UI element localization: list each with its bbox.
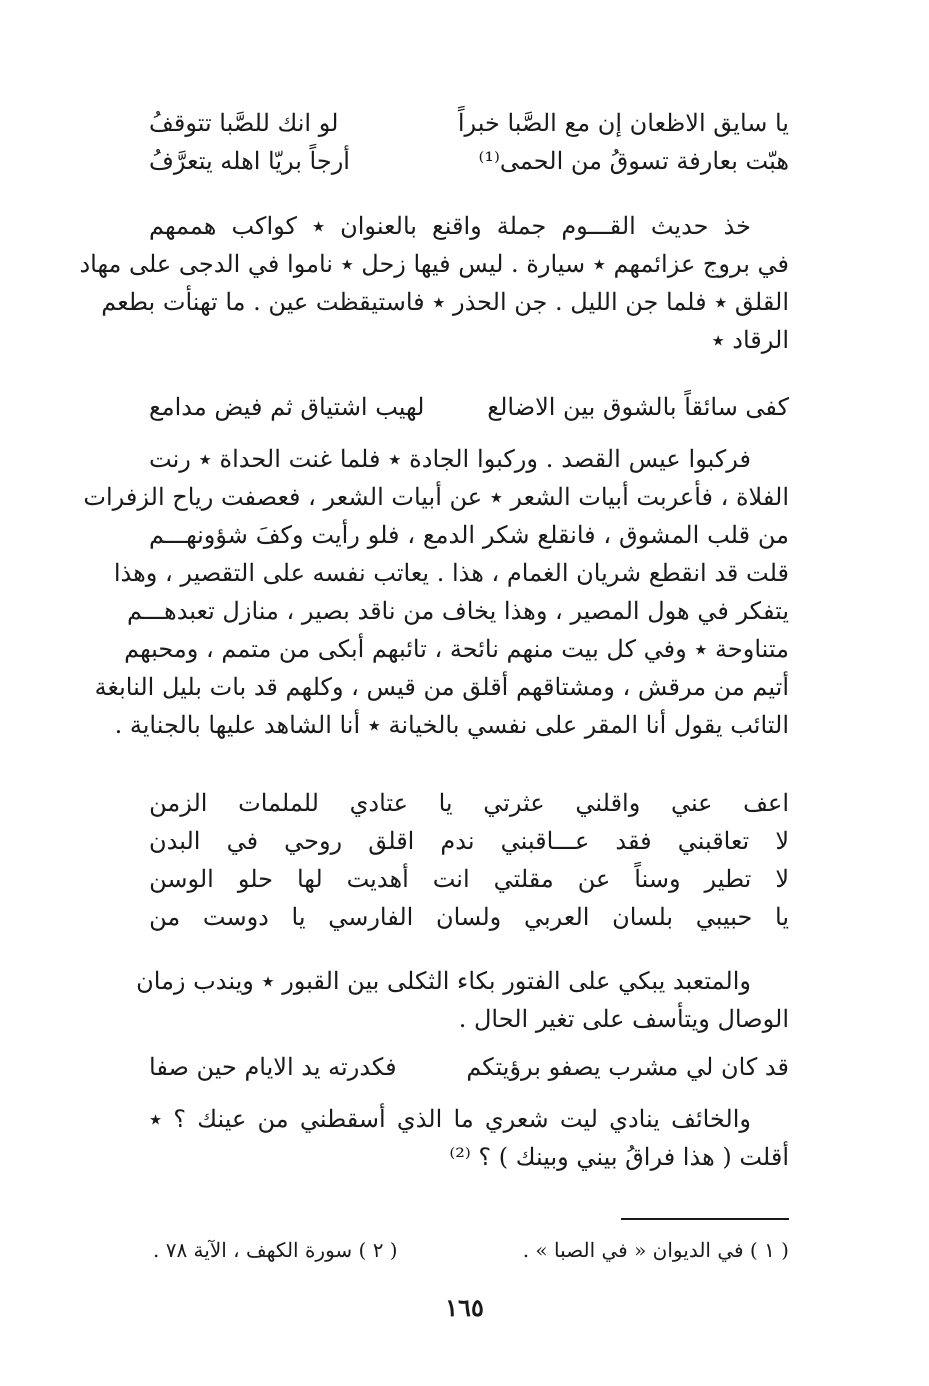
text-line: والمتعبد يبكي على الفتور بكاء الثكلى بين القبور ٭ ويندب زمان [136,967,751,995]
text-line: فركبوا عيس القصد . وركبوا الجادة ٭ فلما غنت الحداة ٭ رنت [149,445,751,473]
footnote-1: ( ١ ) في الديوان « في الصبا » . [522,1238,789,1262]
verse-word: البدن [149,827,201,855]
verse-word: عـــاقبني [500,827,590,855]
text-line: أقلت ( هذا فراقُ بيني وبينك ) ؟ ⁽²⁾ [449,1143,789,1171]
verse-word: روحي [284,827,343,855]
verse-block-1 [149,104,789,180]
verse-block-2 [149,388,789,426]
verse-word: الوسن [149,865,214,893]
text-line: متناوحة ٭ وفي كل بيت منهم نائحة ، تائبهم أبكى من متمم ، ومحبهم [124,635,789,663]
verse-block-4 [149,1048,789,1086]
paragraph-1 [79,207,789,359]
hemistich-left: لهيب اشتياق ثم فيض مدامع [149,393,425,421]
hemistich-left: أرجاً بريّا اهله يتعرَّفُ [149,147,350,175]
verse-word: واقلني [575,789,641,817]
text-line: والخائف ينادي ليت شعري ما الذي أسقطني من عينك ؟ ٭ [149,1105,751,1133]
verse-word: تطير [704,865,752,893]
hemistich-left: فكدرته يد الايام حين صفا [149,1053,397,1081]
text-line: خذ حديث القـــوم جملة واقنع بالعنوان ٭ كواكب هممهم [149,212,751,240]
paragraph-4 [149,1100,789,1176]
verse-line [149,822,789,860]
verse-word: تعاقبني [677,827,750,855]
verse-word: ندم [440,827,475,855]
verse-word: حلو [237,865,273,893]
verse-word: دوست [202,903,269,931]
verse-line [149,898,789,936]
verse-word: في [226,827,259,855]
hemistich-right: كفى سائقاً بالشوق بين الاضالع [487,393,789,421]
verse-word: عن [577,865,611,893]
text-line: الرقاد ٭ [711,326,789,354]
text-line: التائب يقول أنا المقر على نفسي بالخيانة ٭ أنا الشاهد عليها بالجناية . [114,711,789,739]
verse-word: وسناً [634,865,681,893]
verse-word: فقد [615,827,652,855]
verse-word: عني [670,789,713,817]
verse-word: أهديت [346,865,409,893]
verse-word: حبيبي [695,903,753,931]
text-line: في بروج عزائمهم ٭ سيارة . ليس فيها زحل ٭ ناموا في الدجى على مهاد [79,250,789,278]
verse-word: ولسان [436,903,502,931]
hemistich-right: هبّت بعارفة تسوقُ من الحمى⁽¹⁾ [478,147,789,175]
verse-line [149,1048,789,1086]
footnote-2: ( ٢ ) سورة الكهف ، الآية ٧٨ . [153,1238,398,1262]
verse-block-3 [149,784,789,936]
verse-word: الزمن [149,789,208,817]
verse-word: عثرتي [483,789,545,817]
verse-word: عتادي [349,789,408,817]
verse-word: لا [775,827,789,855]
verse-word: لا [775,865,789,893]
text-line: يتفكر في هول المصير ، وهذا يخاف من ناقد بصير ، منازل تعبدهـــم [126,597,789,625]
verse-word: للملمات [238,789,319,817]
page-number: ١٦٥ [445,1293,484,1322]
paragraph-2 [83,440,789,744]
footnote-rule [621,1218,789,1220]
verse-word: اقلق [368,827,415,855]
footnotes [153,1234,789,1266]
verse-word: العربي [523,903,590,931]
paragraph-3 [136,962,789,1038]
text-line: أتيم من مرقش ، ومشتاقهم أقلق من قيس ، وكلهم قد بات بليل النابغة [94,673,789,701]
verse-word: لها [296,865,323,893]
hemistich-left: لو انك للصَّبا تتوقفُ [149,109,339,137]
verse-word: اعف [743,789,789,817]
hemistich-right: يا سايق الاظعان إن مع الصَّبا خبراً [457,109,789,137]
verse-line [149,142,789,180]
text-line: الفلاة ، فأعربت أبيات الشعر ٭ عن أبيات الشعر ، فعصفت رياح الزفرات [83,483,789,511]
verse-line [149,104,789,142]
verse-word: يا [775,903,789,931]
verse-word: يا [438,789,453,817]
hemistich-right: قد كان لي مشرب يصفو برؤيتكم [466,1053,789,1081]
verse-line [149,784,789,822]
verse-line [149,388,789,426]
verse-word: مقلتي [493,865,554,893]
text-line: القلق ٭ فلما جن الليل . جن الحذر ٭ فاستيقظت عين . ما تهنأت بطعم [101,288,789,316]
verse-line [149,860,789,898]
verse-word: انت [432,865,470,893]
verse-word: الفارسي [328,903,414,931]
text-line: الوصال ويتأسف على تغير الحال . [458,1005,789,1033]
verse-word: من [149,903,181,931]
verse-word: بلسان [612,903,674,931]
text-line: من قلب المشوق ، فانقلع شكر الدمع ، فلو رأيت وكفَ شؤونهـــم [149,521,789,549]
verse-word: يا [291,903,306,931]
text-line: قلت قد انقطع شريان الغمام ، هذا . يعاتب نفسه على التقصير ، وهذا [113,559,789,587]
